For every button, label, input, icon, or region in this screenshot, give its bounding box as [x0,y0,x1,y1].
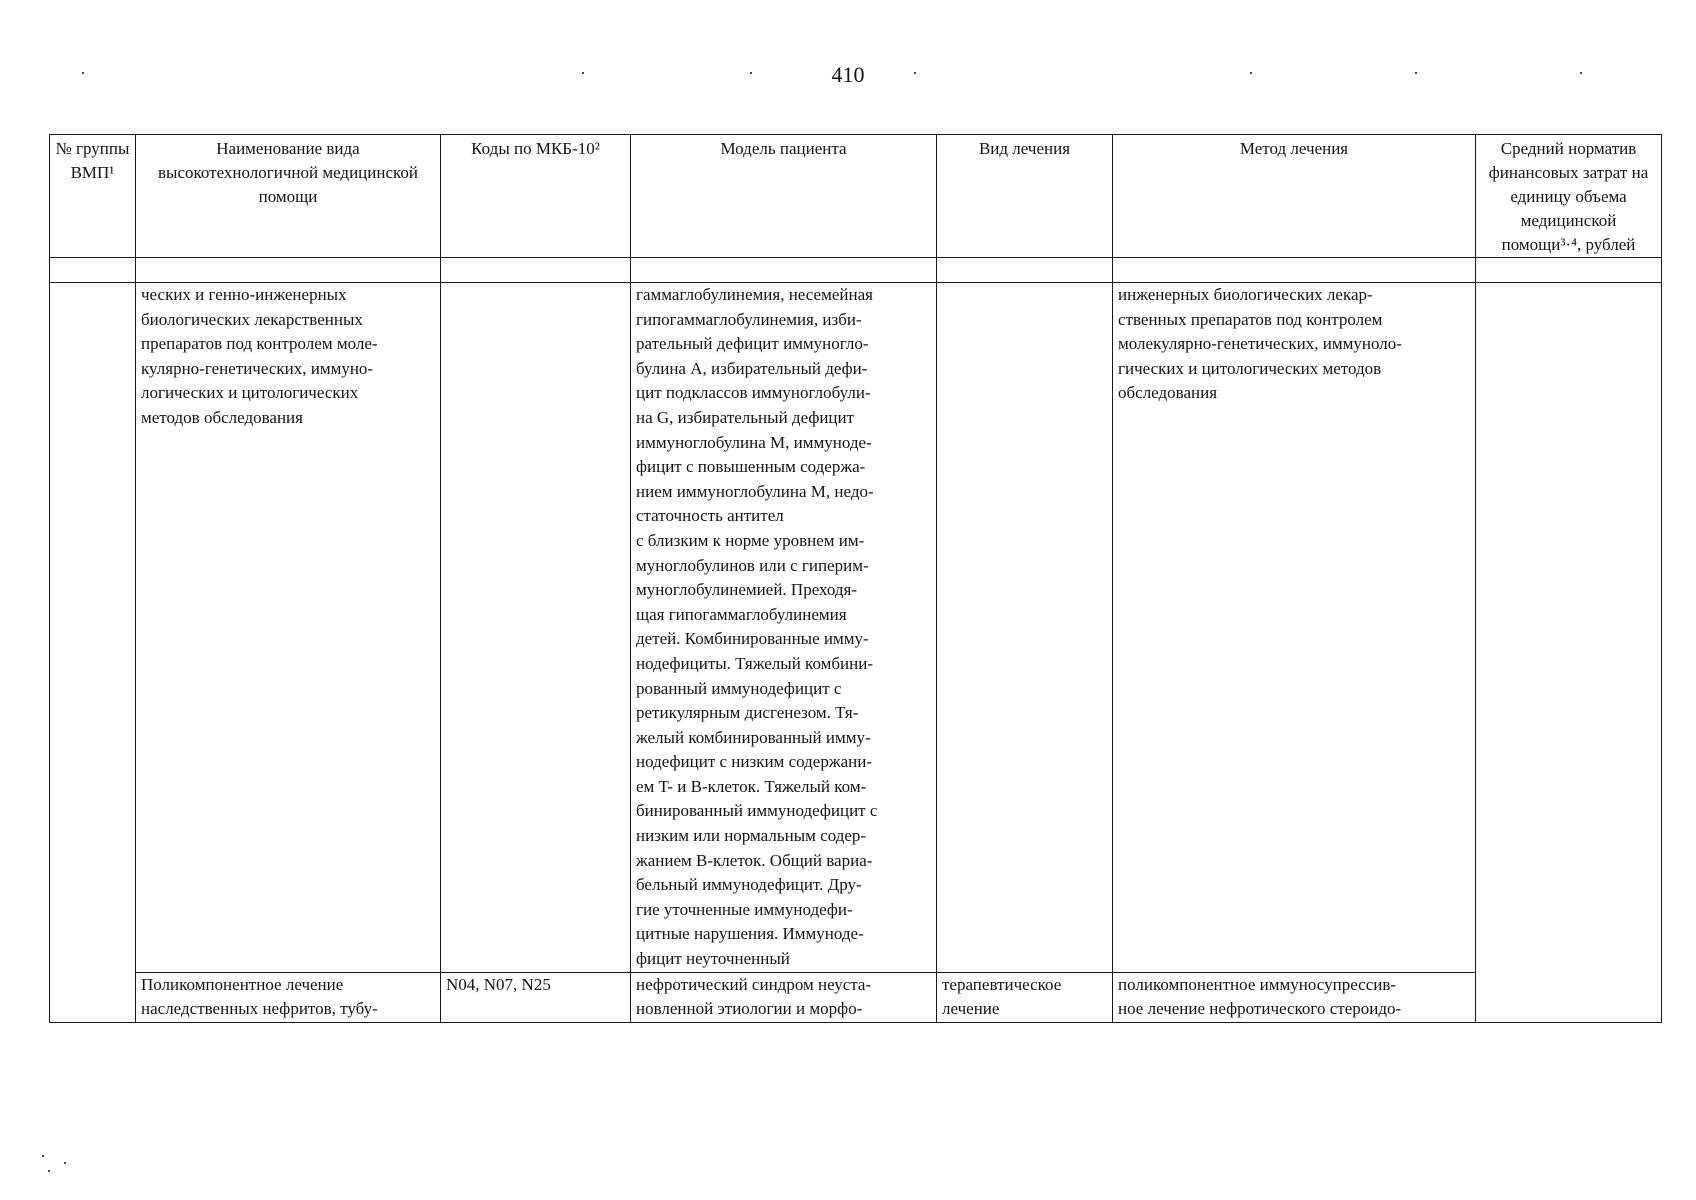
scan-speck [750,72,752,74]
table-spacer-row [50,258,1662,283]
scan-speck [64,1162,66,1164]
cell-name: Поликомпонентное лечение наследственных нефритов, тубу- [136,972,441,1022]
header-group-no: № группы ВМП¹ [50,135,136,258]
scan-speck [82,72,84,74]
scan-speck [48,1170,50,1172]
header-avg-cost: Средний норматив финансовых затрат на единицу объема медицинской помощи³·⁴, рублей [1476,135,1662,258]
scan-speck [1580,72,1582,74]
header-name: Наименование вида высокотехнологичной медицинской помощи [136,135,441,258]
spacer-cell [1113,258,1476,283]
cell-patient-model: гаммаглобулинемия, несемейная гипогаммаглобулинемия, изби- рательный дефицит иммуногло- булина A, избирательный дефи- цит подклассов иммуноглобули- на G, избирательный дефицит иммуноглобулина M, иммуноде- фицит с повышенным содержа- нием иммуноглобулина M, недо- статочность антител с близким к норме уровнем им- муноглобулинов или с гиперим- муноглобулинемией. Преходя- щая гипогаммаглобулинемия детей. Комбинированные имму- нодефициты. Тяжелый комбини- рованный иммунодефицит с ретикулярным дисгенезом. Тя- желый комбинированный имму- нодефицит с низким содержани- ем T- и B-клеток. Тяжелый ком- бинированный иммунодефицит с низким или нормальным содер- жанием B-клеток. Общий вариа- бельный иммунодефицит. Дру- гие уточненные иммунодефи- цитные нарушения. Иммуноде- фицит неуточненный [631,283,937,973]
spacer-cell [1476,258,1662,283]
header-patient-model: Модель пациента [631,135,937,258]
cell-treatment-method: инженерных биологических лекар- ственных препаратов под контролем молекулярно-генетических, иммуноло- гических и цитологических методов обследования [1113,283,1476,973]
cell-treatment-type: терапевтическое лечение [937,972,1113,1022]
cell-patient-model: нефротический синдром неуста- новленной этиологии и морфо- [631,972,937,1022]
cell-avg-cost [1476,283,1662,1023]
header-treatment-method: Метод лечения [1113,135,1476,258]
spacer-cell [441,258,631,283]
cell-icd-codes: N04, N07, N25 [441,972,631,1022]
header-treatment-type: Вид лечения [937,135,1113,258]
vmp-table [49,134,1662,1023]
cell-treatment-method: поликомпонентное иммуносупрессив- ное лечение нефротического стероидо- [1113,972,1476,1022]
table-row [50,283,1662,973]
spacer-cell [937,258,1113,283]
cell-treatment-type [937,283,1113,973]
scan-speck [914,72,916,74]
spacer-cell [631,258,937,283]
cell-icd-codes [441,283,631,973]
cell-name: ческих и генно-инженерных биологических лекарственных препаратов под контролем моле- кулярно-генетических, иммуно- логических и цитологических методов обследования [136,283,441,973]
cell-group-no [50,283,136,1023]
spacer-cell [50,258,136,283]
scan-speck [1250,72,1252,74]
page-number: 410 [831,62,865,87]
scan-speck [582,72,584,74]
table-row [50,972,1662,1022]
header-icd-codes: Коды по МКБ-10² [441,135,631,258]
scan-speck [42,1155,44,1157]
table-header-row [50,135,1662,258]
scan-speck [1415,72,1417,74]
spacer-cell [136,258,441,283]
